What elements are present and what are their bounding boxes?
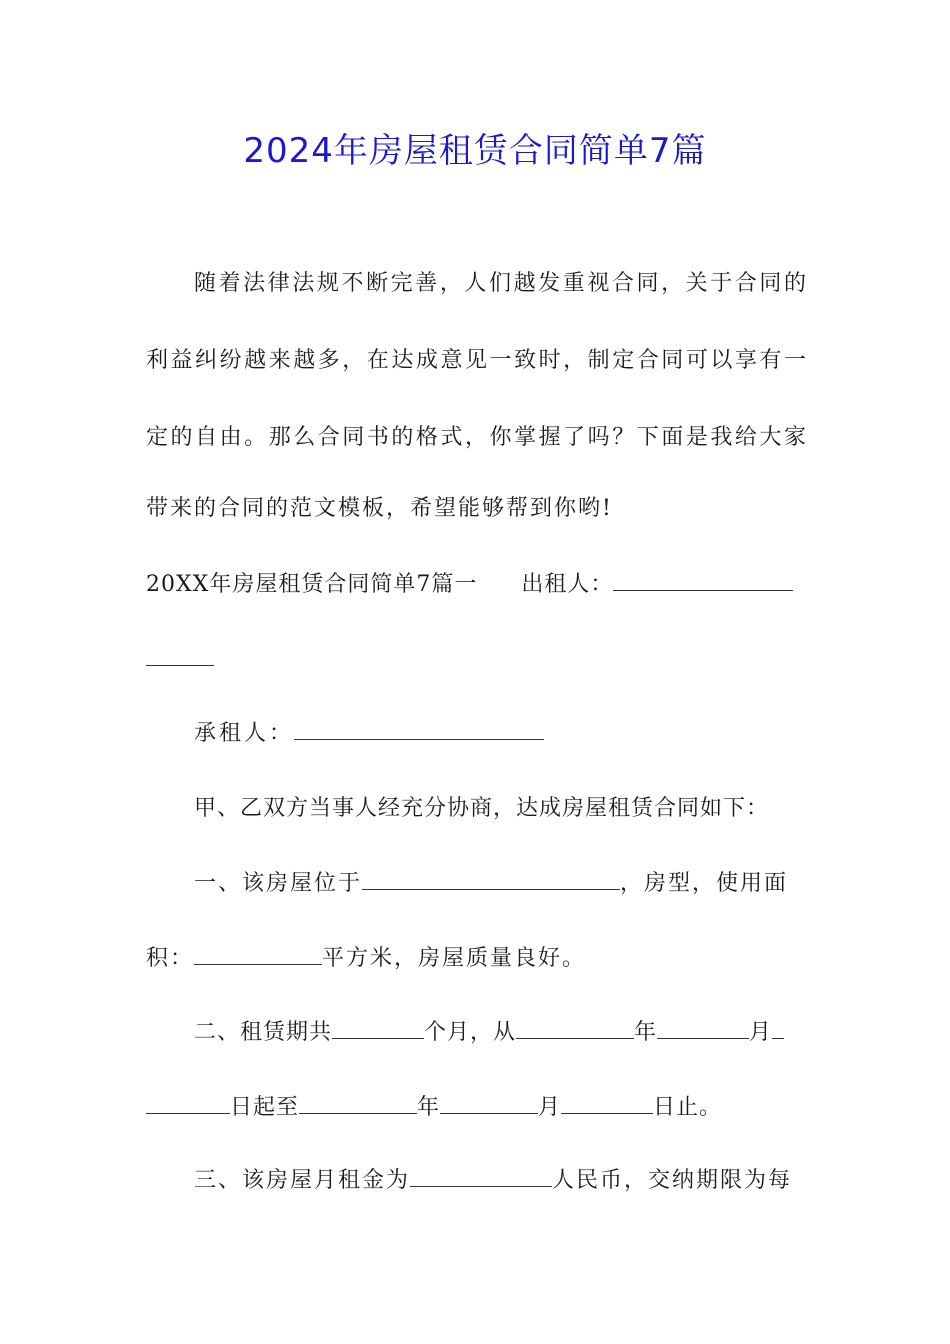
lessor-blank-continued-row: [146, 640, 806, 680]
clause2-month-label: 月: [749, 1020, 773, 1045]
lessee-row: [146, 714, 806, 754]
clause2-text-end: 日止。: [653, 1095, 723, 1120]
clause1-text-d: 平方米，房屋质量良好。: [322, 946, 587, 971]
clause2-row-1: [146, 1013, 806, 1053]
clause2-start-month-blank: [657, 1016, 749, 1039]
clause1-text-a: 一、该房屋位于: [194, 871, 363, 896]
document-title: 2024年房屋租赁合同简单7篇: [243, 131, 707, 171]
section-heading: 20XX年房屋租赁合同简单7篇一: [146, 572, 478, 597]
clause2-text-b: 个月，从: [424, 1020, 517, 1045]
clause2-months-blank: [332, 1016, 424, 1039]
clause2-end-year-blank: [299, 1091, 417, 1114]
section-heading-row: [146, 565, 806, 605]
clause2-end-month-blank: [440, 1091, 538, 1114]
clause2-year-label: 年: [634, 1020, 658, 1045]
clause1-text-b: ，房型，使用面: [620, 871, 789, 896]
clause1-location-blank: [362, 867, 620, 890]
lessor-blank: [613, 568, 793, 591]
clause1-row-2: [146, 939, 806, 979]
lessor-label: 出租人：: [521, 572, 614, 597]
clause2-text-a: 二、租赁期共: [194, 1020, 333, 1045]
lessor-blank-continued: [146, 643, 214, 666]
clause3-text-b: 人民币，交纳期限为每: [552, 1168, 793, 1193]
clause3-text-a: 三、该房屋月租金为: [194, 1168, 411, 1193]
clause1-row-1: [146, 864, 806, 904]
intro-line-4: 带来的合同的范文模板，希望能够帮到你哟!: [146, 496, 613, 521]
clause1-text-c: 积：: [146, 946, 195, 971]
clause2-row-2: [146, 1088, 806, 1128]
clause3-rent-blank: [410, 1164, 552, 1187]
intro-line-1: 随着法律法规不断完善，人们越发重视合同，关于合同的: [194, 271, 806, 296]
intro-line-2: 利益纠纷越来越多，在达成意见一致时，制定合同可以享有一: [146, 348, 806, 373]
clause1-area-blank: [194, 942, 322, 965]
clause2-start-day-blank: [772, 1016, 784, 1039]
lessee-blank: [294, 717, 544, 740]
lessee-label: 承租人：: [194, 721, 295, 746]
intro-line-3: 定的自由。那么合同书的格式，你掌握了吗？下面是我给大家: [146, 425, 806, 450]
agreement-line: 甲、乙双方当事人经充分协商，达成房屋租赁合同如下：: [194, 796, 770, 821]
clause2-start-day-blank-continued: [146, 1091, 230, 1114]
clause2-end-day-blank: [561, 1091, 653, 1114]
clause2-start-year-blank: [516, 1016, 634, 1039]
clause2-month2-label: 月: [538, 1095, 562, 1120]
clause2-year2-label: 年: [417, 1095, 441, 1120]
clause2-text-start: 日起至: [230, 1095, 300, 1120]
clause3-row-1: [146, 1161, 806, 1201]
